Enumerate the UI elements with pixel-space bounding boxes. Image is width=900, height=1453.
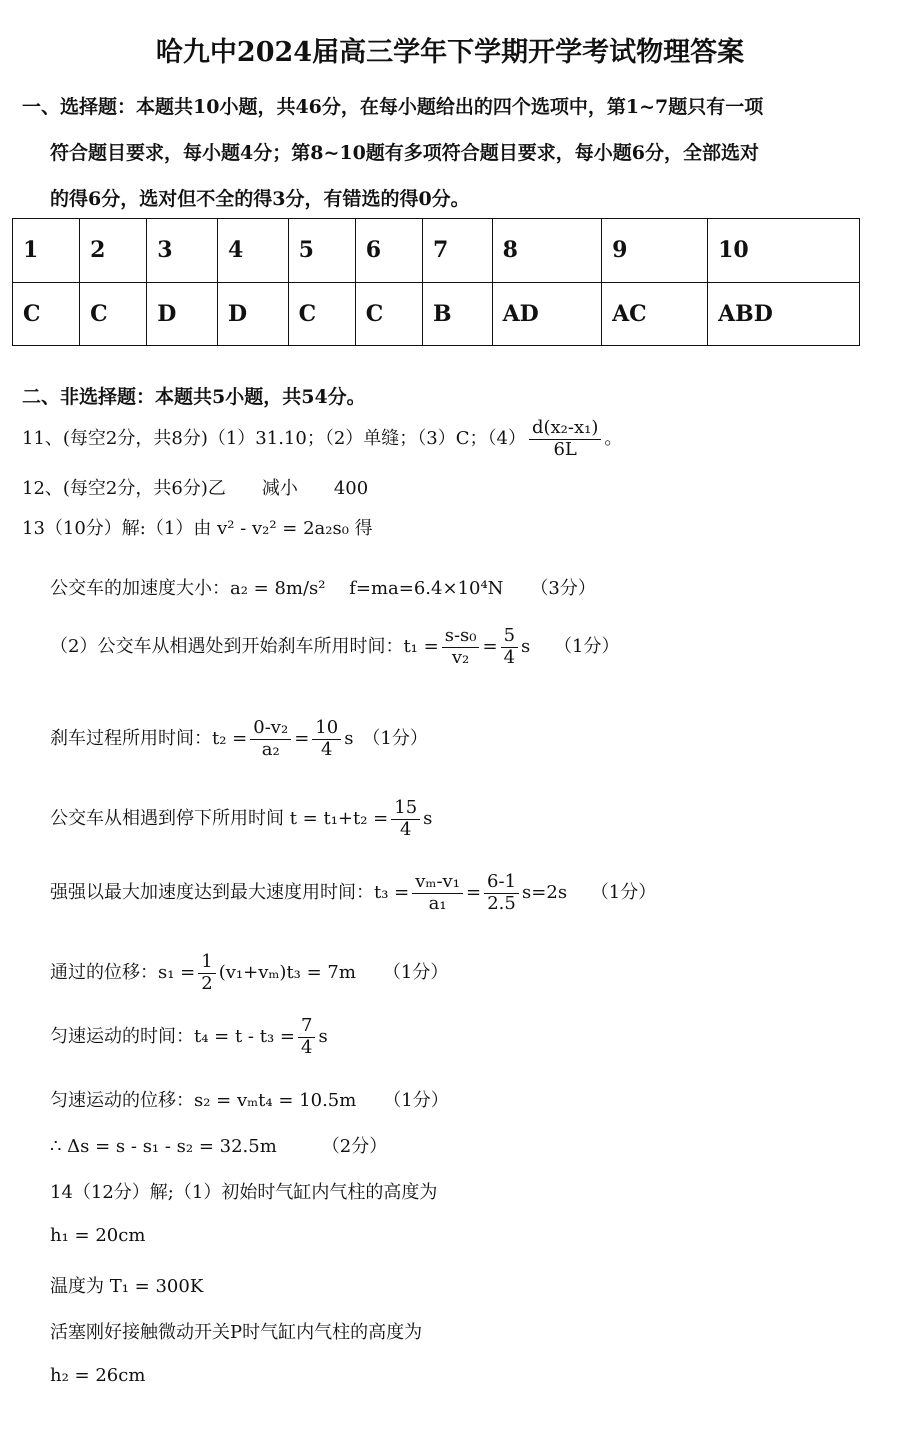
answer-cell: AC — [602, 282, 708, 346]
q13-line7 — [50, 1016, 328, 1058]
answer-cell: ABD — [708, 282, 860, 346]
question-number: 6 — [355, 219, 422, 283]
question-number: 10 — [708, 219, 860, 283]
q14-line1: h₁ = 20cm — [50, 1225, 146, 1246]
fraction — [298, 1016, 315, 1058]
q14-line4: h₂ = 26cm — [50, 1365, 146, 1386]
fraction-numerator: 6-1 — [484, 872, 519, 894]
q13-line5-pre: 强强以最大加速度达到最大速度用时间：t₃ = — [50, 882, 410, 904]
q14-line2: 温度为 T₁ = 300K — [50, 1276, 204, 1297]
fraction-denominator: 2 — [201, 972, 213, 994]
equals: = — [482, 636, 498, 658]
fraction — [412, 872, 463, 914]
question-number: 7 — [422, 219, 492, 283]
q14-head: 14（12分）解;（1）初始时气缸内气柱的高度为 — [50, 1182, 438, 1203]
fraction-numerator: 10 — [312, 718, 341, 740]
q14-line3: 活塞刚好接触微动开关P时气缸内气柱的高度为 — [50, 1322, 423, 1343]
q12-line: 12、(每空2分，共6分)乙 减小 400 — [22, 478, 369, 499]
section1-line3: 的得6分，选对但不全的得3分，有错选的得0分。 — [50, 188, 470, 210]
q13-line5 — [50, 872, 656, 914]
q13-head-text: 13（10分）解:（1）由 — [22, 518, 212, 539]
section1-line2: 符合题目要求，每小题4分；第8~10题有多项符合题目要求，每小题6分，全部选对 — [50, 142, 760, 164]
q13-line4-post: s — [423, 808, 433, 830]
q13-line2-pre: （2）公交车从相遇处到开始刹车所用时间：t₁ = — [50, 636, 439, 658]
q11-text: 11、(每空2分，共8分)（1）31.10；（2）单缝；（3）C；（4） — [22, 428, 526, 450]
fraction-denominator: 4 — [301, 1036, 313, 1058]
section1-line1: 一、选择题：本题共10小题，共46分，在每小题给出的四个选项中，第1~7题只有一项 — [22, 96, 764, 118]
q13-line6 — [50, 952, 448, 994]
answer-table — [12, 218, 860, 346]
equals: = — [465, 882, 482, 904]
fraction-denominator: 4 — [321, 738, 333, 760]
q13-line9: ∴ Δs = s - s₁ - s₂ = 32.5m （2分） — [50, 1136, 388, 1157]
fraction-numerator: 0-v₂ — [250, 718, 291, 740]
q13-line3-post: s （1分） — [344, 728, 428, 750]
q13-line8: 匀速运动的位移：s₂ = vₘt₄ = 10.5m （1分） — [50, 1090, 449, 1111]
q13-line6-pre: 通过的位移：s₁ = — [50, 962, 196, 984]
fraction — [312, 718, 341, 760]
question-number: 5 — [288, 219, 355, 283]
fraction — [198, 952, 215, 994]
answer-cell: D — [217, 282, 288, 346]
fraction-denominator: a₂ — [261, 738, 280, 760]
q13-line1: 公交车的加速度大小：a₂ = 8m/s² f=ma=6.4×10⁴N （3分） — [50, 578, 596, 599]
q13-line4 — [50, 798, 432, 840]
q11-end: 。 — [604, 428, 623, 450]
fraction-numerator: d(x₂-x₁) — [529, 418, 601, 440]
fraction-denominator: v₂ — [451, 646, 470, 668]
answer-cell: C — [80, 282, 147, 346]
answer-cell: C — [355, 282, 422, 346]
answer-cell: D — [147, 282, 218, 346]
question-number: 8 — [492, 219, 602, 283]
answer-cell: C — [13, 282, 80, 346]
fraction — [501, 626, 518, 668]
fraction-denominator: 2.5 — [487, 892, 516, 914]
question-number: 9 — [602, 219, 708, 283]
table-row — [13, 219, 860, 283]
table-row — [13, 282, 860, 346]
fraction — [484, 872, 519, 914]
fraction-numerator: 5 — [501, 626, 518, 648]
fraction-numerator: 1 — [198, 952, 215, 974]
fraction-numerator: s-s₀ — [442, 626, 480, 648]
fraction-numerator: 7 — [298, 1016, 315, 1038]
q13-line4-pre: 公交车从相遇到停下所用时间 t = t₁+t₂ = — [50, 808, 389, 830]
answer-cell: AD — [492, 282, 602, 346]
q13-line7-pre: 匀速运动的时间：t₄ = t - t₃ = — [50, 1026, 295, 1048]
q13-line3-pre: 刹车过程所用时间：t₂ = — [50, 728, 248, 750]
q13-line2 — [50, 626, 619, 668]
answer-cell: B — [422, 282, 492, 346]
question-number: 2 — [80, 219, 147, 283]
fraction — [250, 718, 291, 760]
q13-head — [22, 514, 373, 540]
fraction-numerator: 15 — [391, 798, 420, 820]
q13-line3 — [50, 718, 428, 760]
q13-line2-post: s （1分） — [521, 636, 620, 658]
section2-heading: 二、非选择题：本题共5小题，共54分。 — [22, 386, 366, 408]
question-number: 4 — [217, 219, 288, 283]
q11-line — [22, 418, 622, 460]
fraction-denominator: 4 — [399, 818, 412, 840]
page-title: 哈九中2024届高三学年下学期开学考试物理答案 — [155, 37, 745, 68]
q13-line6-post: (v₁+vₘ)t₃ = 7m （1分） — [218, 962, 449, 984]
fraction — [391, 798, 420, 840]
fraction — [442, 626, 480, 668]
fraction-denominator: a₁ — [428, 892, 447, 914]
answer-cell: C — [288, 282, 355, 346]
q13-equation: v² - v₂² = 2a₂s₀ 得 — [217, 518, 373, 539]
fraction-denominator: 4 — [503, 646, 516, 668]
question-number: 1 — [13, 219, 80, 283]
fraction-denominator: 6L — [553, 438, 577, 460]
equals: = — [294, 728, 310, 750]
question-number: 3 — [147, 219, 218, 283]
q13-line5-post: s=2s （1分） — [522, 882, 657, 904]
fraction-numerator: vₘ-v₁ — [412, 872, 463, 894]
q13-line7-post: s — [318, 1026, 328, 1048]
q11-fraction — [529, 418, 601, 460]
